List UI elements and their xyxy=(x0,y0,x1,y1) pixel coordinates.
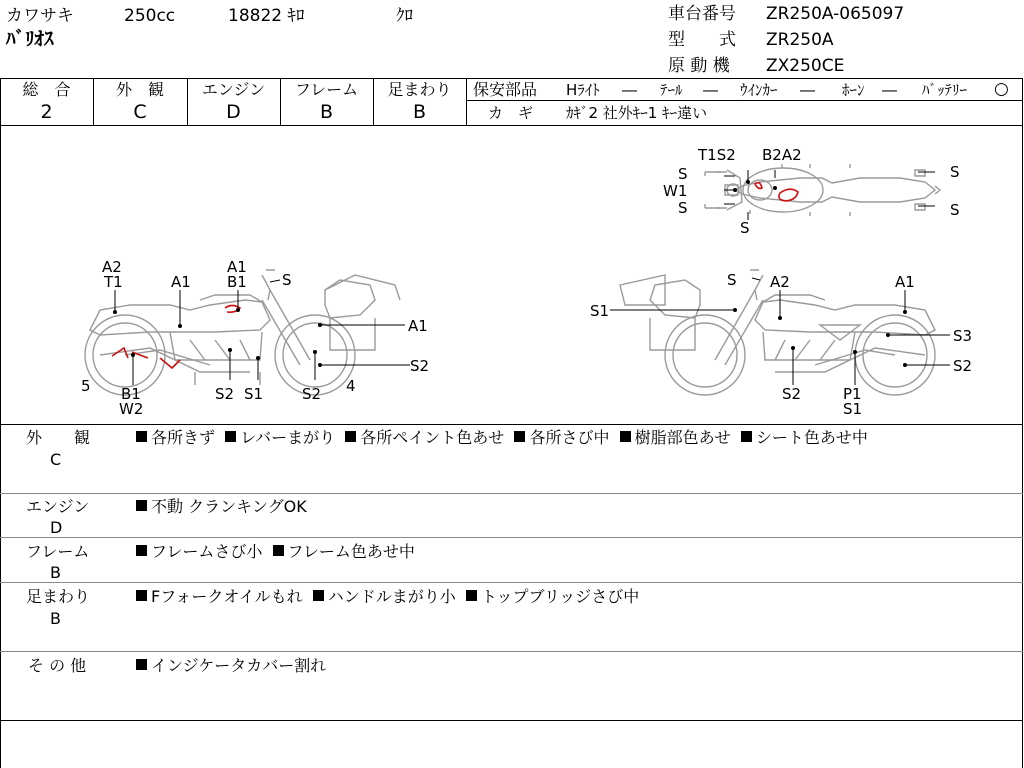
displacement: 250cc xyxy=(124,6,176,26)
note-items-other xyxy=(136,655,326,677)
top-view-motorcycle xyxy=(705,164,940,216)
maker: カワサキ xyxy=(6,6,74,26)
mileage: 18822 ｷﾛ xyxy=(228,6,305,26)
safety-item-tail: ﾃｰﾙ xyxy=(660,81,683,99)
grade-engine xyxy=(187,79,280,125)
note-grade: D xyxy=(50,518,63,537)
type-value: ZR250A xyxy=(766,30,834,50)
diagram-label: 5 xyxy=(81,377,91,395)
note-item: 不動 クランキングOK xyxy=(151,497,307,516)
grade-sep xyxy=(466,78,467,125)
note-items-suspension xyxy=(136,586,639,608)
diagram-label: P1 xyxy=(843,385,862,403)
grade-label: フレーム xyxy=(294,80,359,99)
frame-no-label: 車台番号 xyxy=(668,4,736,24)
diagram-label: S xyxy=(678,165,688,183)
notes-divider-3 xyxy=(0,582,1023,583)
grade-frame xyxy=(280,79,373,125)
note-category: 外 観 xyxy=(26,428,91,447)
safety-status: ― xyxy=(800,81,815,99)
grade-suspension xyxy=(373,79,466,125)
grade-exterior xyxy=(93,79,187,125)
notes-divider-1 xyxy=(0,493,1023,494)
grade-value: C xyxy=(133,101,147,123)
note-grade: B xyxy=(50,563,61,582)
note-item: トップブリッジさび中 xyxy=(480,587,640,606)
note-item: ハンドルまがり小 xyxy=(327,587,456,606)
diagram-label: 4 xyxy=(346,377,356,395)
diagram-label: T1 xyxy=(104,273,123,291)
model-name: ﾊﾞﾘｵｽ xyxy=(6,28,54,50)
diagram-label: B1 xyxy=(227,273,247,291)
safety-status: ― xyxy=(703,81,718,99)
diagram-label: W1 xyxy=(663,182,688,200)
diagram-label: A1 xyxy=(408,317,428,335)
safety-status: ― xyxy=(622,81,637,99)
safety-item-battery: ﾊﾞｯﾃﾘｰ xyxy=(922,81,968,99)
diagram-label: S2 xyxy=(215,385,235,403)
diagram-label: S1 xyxy=(843,400,863,418)
diagram-label: S xyxy=(950,163,960,181)
diagram-label: A2 xyxy=(102,258,122,276)
diagram-label: T1S2 xyxy=(698,146,736,164)
keys-label: カ ギ xyxy=(488,104,534,122)
safety-label: 保安部品 xyxy=(473,80,538,99)
note-item: フレーム色あせ中 xyxy=(287,542,415,561)
diagram-label: S2 xyxy=(782,385,802,403)
safety-item-horn: ﾎｰﾝ xyxy=(842,81,865,99)
note-item: 各所ペイント色あせ xyxy=(360,428,505,447)
note-category: フレーム xyxy=(26,542,90,561)
engine-value: ZX250CE xyxy=(766,56,845,76)
type-label: 型 式 xyxy=(668,30,736,50)
grade-value: B xyxy=(319,101,334,123)
note-category: そ の 他 xyxy=(28,656,87,675)
grade-label: 総 合 xyxy=(22,80,71,99)
diagram-label: A2 xyxy=(770,273,790,291)
diagram-label: S3 xyxy=(953,327,973,345)
engine-label: 原 動 機 xyxy=(668,56,730,76)
grade-label: 足まわり xyxy=(387,80,452,99)
diagram-label: S xyxy=(282,271,292,289)
safety-status: ― xyxy=(882,81,897,99)
diagram-label: S xyxy=(950,201,960,219)
diagram-label: S1 xyxy=(590,302,610,320)
notes-divider-5 xyxy=(0,720,1023,721)
note-category: エンジン xyxy=(26,497,90,516)
diagram-label: W2 xyxy=(119,400,144,418)
note-items-engine xyxy=(136,496,307,518)
color: ｸﾛ xyxy=(396,6,413,26)
safety-status-battery: ○ xyxy=(994,79,1009,99)
safety-item-winker: ｳｲﾝｶｰ xyxy=(740,81,778,99)
note-item: 各所さび中 xyxy=(529,428,610,447)
damage-diagram xyxy=(0,126,1023,424)
diagram-label: A1 xyxy=(227,258,247,276)
safety-item-headlight: Hﾗｲﾄ xyxy=(566,81,600,99)
diagram-label: S2 xyxy=(953,357,973,375)
notes-divider-2 xyxy=(0,537,1023,538)
grade-value: B xyxy=(412,101,427,123)
left-bag-outline xyxy=(325,275,400,300)
diagram-label: S1 xyxy=(244,385,264,403)
grade-label: 外 観 xyxy=(115,80,164,99)
safety-key-divider xyxy=(466,100,1023,101)
note-item: フレームさび小 xyxy=(151,542,263,561)
diagram-label: S2 xyxy=(410,357,430,375)
note-item: インジケータカバー割れ xyxy=(151,656,327,675)
note-grade: C xyxy=(50,450,62,469)
grade-overall xyxy=(0,79,93,125)
note-items-exterior xyxy=(136,427,868,449)
diagram-label: S xyxy=(740,219,750,237)
diagram-label: S2 xyxy=(302,385,322,403)
note-item: Fフォークオイルもれ xyxy=(151,587,303,606)
note-item: 各所きず xyxy=(151,428,216,447)
grade-value: 2 xyxy=(40,101,53,123)
diagram-label: S xyxy=(727,271,737,289)
diagram-label: B1 xyxy=(121,385,141,403)
note-item: 樹脂部色あせ xyxy=(634,428,731,447)
note-items-frame xyxy=(136,541,415,563)
grade-label: エンジン xyxy=(201,80,266,99)
diagram-label: A1 xyxy=(171,273,191,291)
diagram-label: S xyxy=(678,199,688,217)
note-category: 足まわり xyxy=(26,587,91,606)
note-item: レバーまがり xyxy=(240,428,336,447)
diagram-label: A1 xyxy=(895,273,915,291)
diagram-label: B2A2 xyxy=(762,146,802,164)
notes-divider-4 xyxy=(0,651,1023,652)
diagram-bottom xyxy=(0,424,1023,425)
frame-no: ZR250A-065097 xyxy=(766,4,905,24)
note-grade: B xyxy=(50,609,61,628)
motorcycle-diagram-svg xyxy=(0,126,1023,424)
keys-detail: ｶｷﾞ2 社外ｷｰ1 ｷｰ違い xyxy=(566,104,708,122)
note-item: シート色あせ中 xyxy=(755,428,868,447)
grade-value: D xyxy=(226,101,241,123)
